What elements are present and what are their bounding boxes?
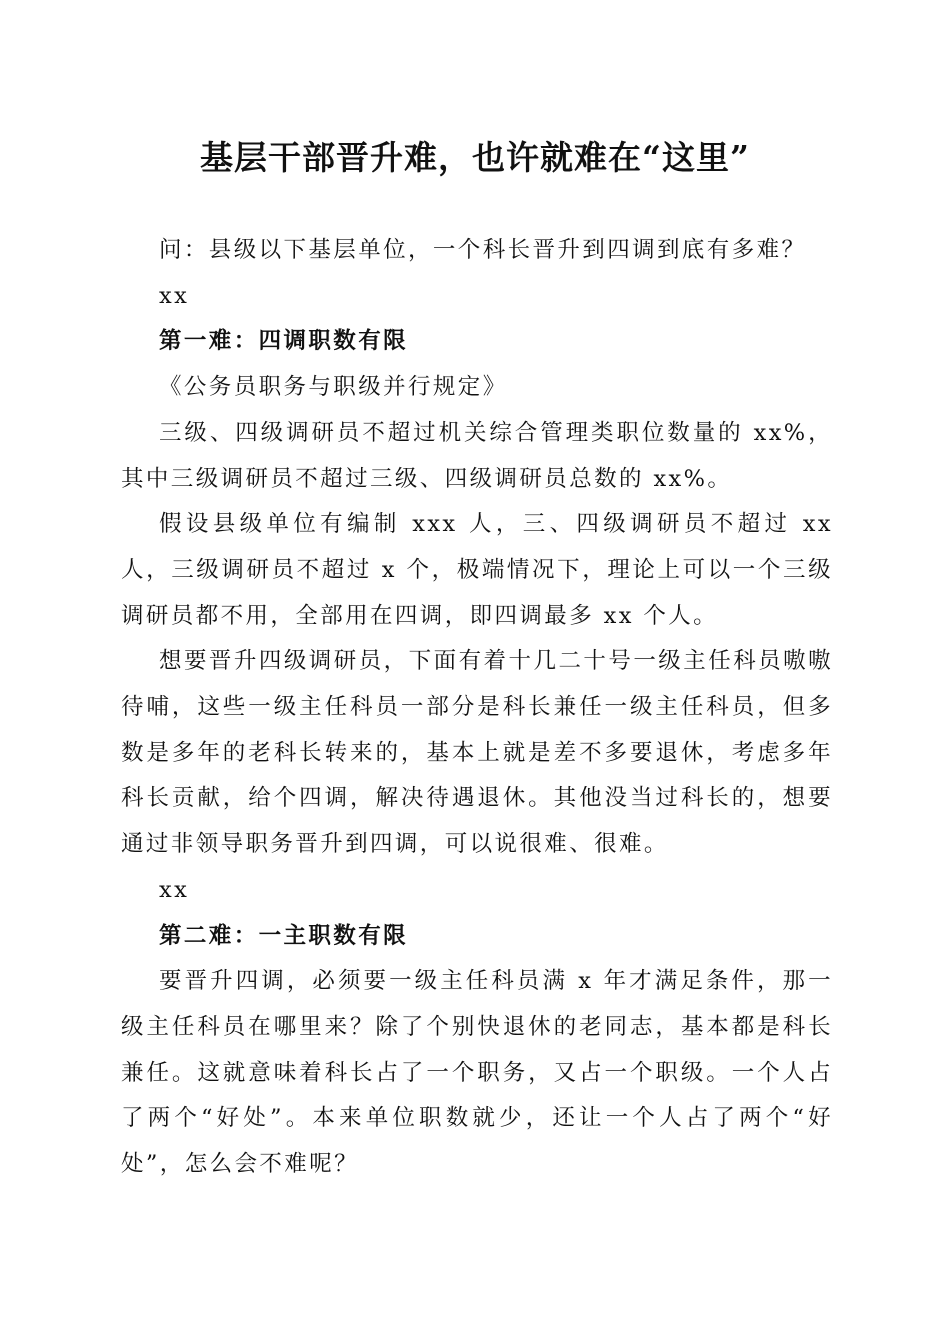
placeholder-paragraph: xx [159, 282, 190, 309]
body-paragraph: 三级、四级调研员不超过机关综合管理类职位数量的 xx%，其中三级调研员不超过三级、四级调研员总数的 xx%。 [121, 419, 833, 492]
body-paragraph: 假设县级单位有编制 xxx 人，三、四级调研员不超过 xx 人，三级调研员不超过 x 个，极端情况下，理论上可以一个三级调研员都不用，全部用在四调，即四调最多 xx 个人。 [121, 511, 833, 629]
regulation-title: 《公务员职务与职级并行规定》 [159, 374, 508, 401]
body-paragraph: 想要晋升四级调研员，下面有着十几二十号一级主任科员嗷嗷待哺，这些一级主任科员一部分是科长兼任一级主任科员，但多数是多年的老科长转来的，基本上就是差不多要退休，考虑多年科长贡献，给个四调，解决待遇退休。其他没当过科长的，想要通过非领导职务晋升到四调，可以说很难、很难。 [121, 648, 833, 858]
section-heading-first: 第一难：四调职数有限 [159, 328, 409, 355]
document-body [121, 228, 833, 1188]
placeholder-paragraph: xx [159, 876, 190, 903]
section-heading-second: 第二难：一主职数有限 [159, 922, 409, 949]
document-title: 基层干部晋升难，也许就难在“这里” [200, 138, 750, 177]
body-paragraph: 要晋升四调，必须要一级主任科员满 x 年才满足条件，那一级主任科员在哪里来？除了个别快退休的老同志，基本都是科长兼任。这就意味着科长占了一个职务，又占一个职级。一个人占了两个“好处”。本来单位职数就少，还让一个人占了两个“好处”，怎么会不难呢？ [121, 968, 833, 1178]
question-paragraph: 问：县级以下基层单位，一个科长晋升到四调到底有多难？ [159, 237, 807, 263]
